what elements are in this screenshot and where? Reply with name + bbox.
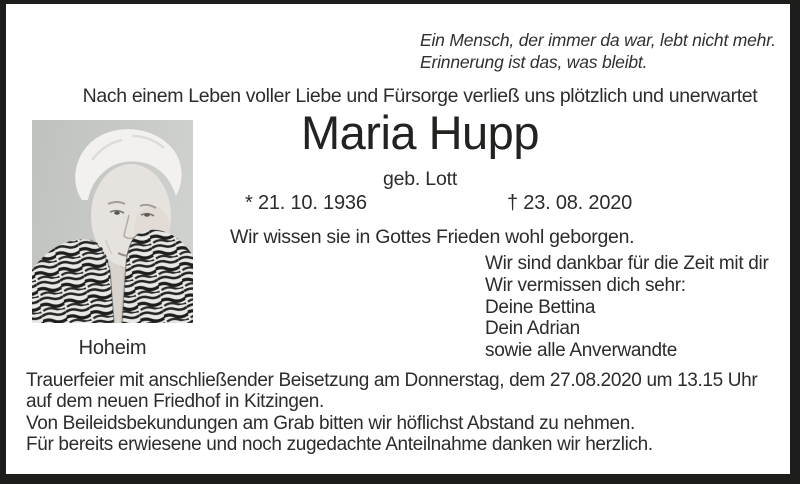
tribute-block [485,253,769,362]
funeral-line: auf dem neuen Friedhof in Kitzingen. [26,391,324,413]
tribute-line: Deine Bettina [485,296,596,318]
death-date: † 23. 08. 2020 [507,192,633,214]
tribute-line: Dein Adrian [485,318,580,340]
tribute-line: sowie alle Anverwandte [485,340,677,362]
maiden-name: geb. Lott [382,168,458,190]
intro-line: Nach einem Leben voller Liebe und Fürsorge verließ uns plötzlich und unerwartet [82,85,758,107]
epigraph-line-1: Ein Mensch, der immer da war, lebt nicht mehr. [420,30,776,50]
portrait-illustration [32,120,193,323]
epigraph [420,29,776,73]
epigraph-line-2: Erinnerung ist das, was bleibt. [420,52,648,72]
deceased-name: Maria Hupp [301,106,539,159]
funeral-info-block [26,370,757,455]
portrait-photo [32,120,193,323]
tribute-line: Wir vermissen dich sehr: [485,274,686,296]
tribute-line: Wir sind dankbar für die Zeit mit dir [485,253,769,274]
funeral-line: Von Beileidsbekundungen am Grab bitten wir höflichst Abstand zu nehmen. [26,412,635,434]
birth-date: * 21. 10. 1936 [245,192,367,214]
funeral-line: Trauerfeier mit anschließender Beisetzung am Donnerstag, dem 27.08.2020 um 13.15 Uhr [26,370,758,391]
photo-caption: Hoheim [78,337,147,359]
funeral-line: Für bereits erwiesene und noch zugedachte Anteilnahme danken wir herzlich. [26,433,653,455]
comfort-line: Wir wissen sie in Gottes Frieden wohl geborgen. [230,226,635,248]
